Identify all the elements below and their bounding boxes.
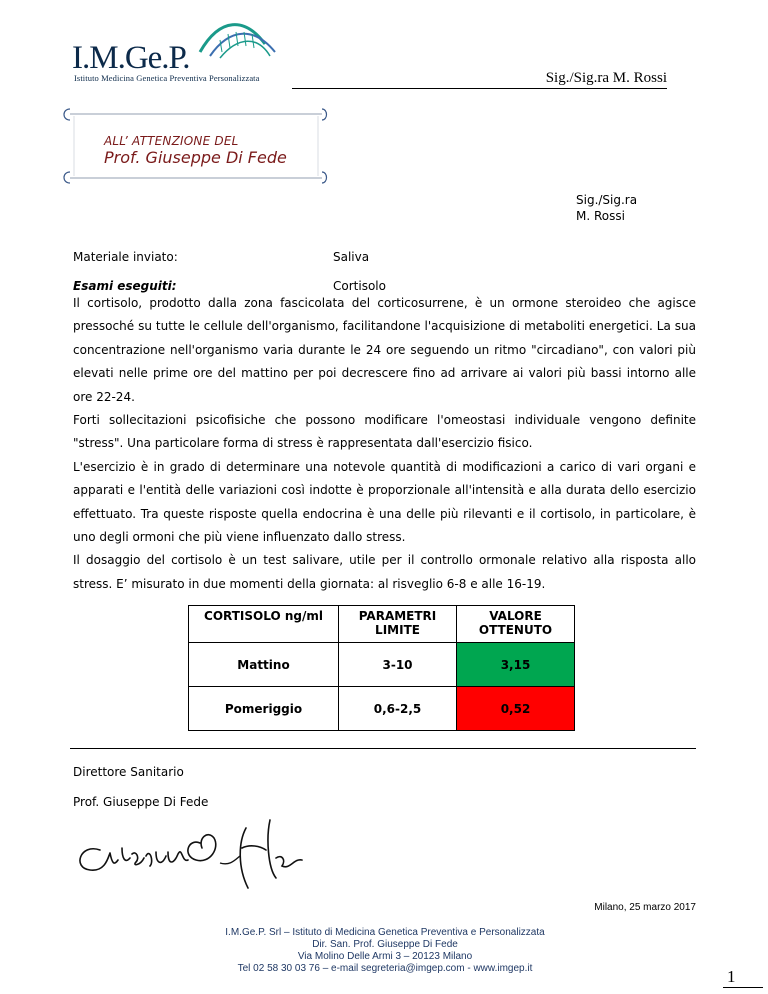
- paragraph-3: L'esercizio è in grado di determinare una notevole quantità di modificazioni a carico di vari organi e apparati e l'entità delle variazioni così indotte è proporzionale all'intensità e alla durata dello esercizio effettuato. Tra queste risposte quella endocrina è una delle più rilevanti e il cortisolo, in particolare, è uno degli ormoni che più viene influenzato dallo stress.: [73, 459, 696, 545]
- cortisol-results-table: [188, 605, 575, 731]
- address-line2: M. Rossi: [576, 209, 625, 223]
- row-value: 3,15: [457, 643, 575, 687]
- page-number-rule: [723, 987, 763, 988]
- row-label: Mattino: [189, 643, 339, 687]
- attention-line2: Prof. Giuseppe Di Fede: [104, 148, 287, 167]
- attention-line1: ALL’ ATTENZIONE DEL: [104, 134, 239, 148]
- header-cortisol: CORTISOLO ng/ml: [189, 606, 339, 643]
- row-limit: 3-10: [339, 643, 457, 687]
- header-limits: PARAMETRI LIMITE: [339, 606, 457, 643]
- header-value: VALORE OTTENUTO: [457, 606, 575, 643]
- paragraph-2: Forti sollecitazioni psicofisiche che possono modificare l'omeostasi individuale vengono definite "stress". Una particolare forma di stress è rappresentata dall'esercizio fisico.: [73, 413, 696, 451]
- material-label: Materiale inviato:: [73, 250, 178, 264]
- body-text: [73, 292, 696, 596]
- exams-value: Cortisolo: [333, 279, 386, 293]
- logo-subtitle: Istituto Medicina Genetica Preventiva Personalizzata: [74, 73, 260, 83]
- table-row: [189, 687, 575, 731]
- page-number: 1: [727, 967, 736, 986]
- material-value: Saliva: [333, 250, 370, 264]
- row-value: 0,52: [457, 687, 575, 731]
- table-row: [189, 643, 575, 687]
- director-name: Prof. Giuseppe Di Fede: [73, 795, 209, 809]
- row-label: Pomeriggio: [189, 687, 339, 731]
- footer-line3: Via Molino Delle Armi 3 – 20123 Milano: [297, 951, 473, 962]
- table-header-row: [189, 606, 575, 643]
- handwritten-signature: [70, 808, 320, 898]
- row-limit: 0,6-2,5: [339, 687, 457, 731]
- footer-line2: Dir. San. Prof. Giuseppe Di Fede: [312, 939, 458, 950]
- director-role: Direttore Sanitario: [73, 765, 184, 779]
- address-line1: Sig./Sig.ra: [576, 193, 638, 207]
- footer-line1: I.M.Ge.P. Srl – Istituto di Medicina Genetica Preventiva e Personalizzata: [225, 927, 545, 938]
- header-rule: [292, 88, 667, 89]
- footer-line4: Tel 02 58 30 03 76 – e-mail segreteria@imgep.com - www.imgep.it: [237, 963, 533, 974]
- exams-label: Esami eseguiti:: [73, 279, 177, 293]
- paragraph-4: Il dosaggio del cortisolo è un test salivare, utile per il controllo ormonale relativo alla risposta allo stress. E’ misurato in due momenti della giornata: al risveglio 6-8 e alle 16-19.: [73, 553, 696, 591]
- document-date: Milano, 25 marzo 2017: [594, 902, 696, 913]
- paragraph-1: Il cortisolo, prodotto dalla zona fascicolata del corticosurrene, è un ormone steroideo che agisce pressoché su tutte le cellule dell'organismo, facilitandone l'acquisizione di metaboliti energetici. La sua concentrazione nell'organismo varia durante le 24 ore seguendo un ritmo "circadiano", con valori più elevati nelle prime ore del mattino per poi decrescere fino ad arrivare ai valori più bassi intorno alle ore 22-24.: [73, 296, 696, 404]
- logo-text: I.M.Ge.P.: [72, 40, 190, 76]
- header-patient-name: Sig./Sig.ra M. Rossi: [545, 70, 667, 86]
- separator-rule: [70, 748, 696, 749]
